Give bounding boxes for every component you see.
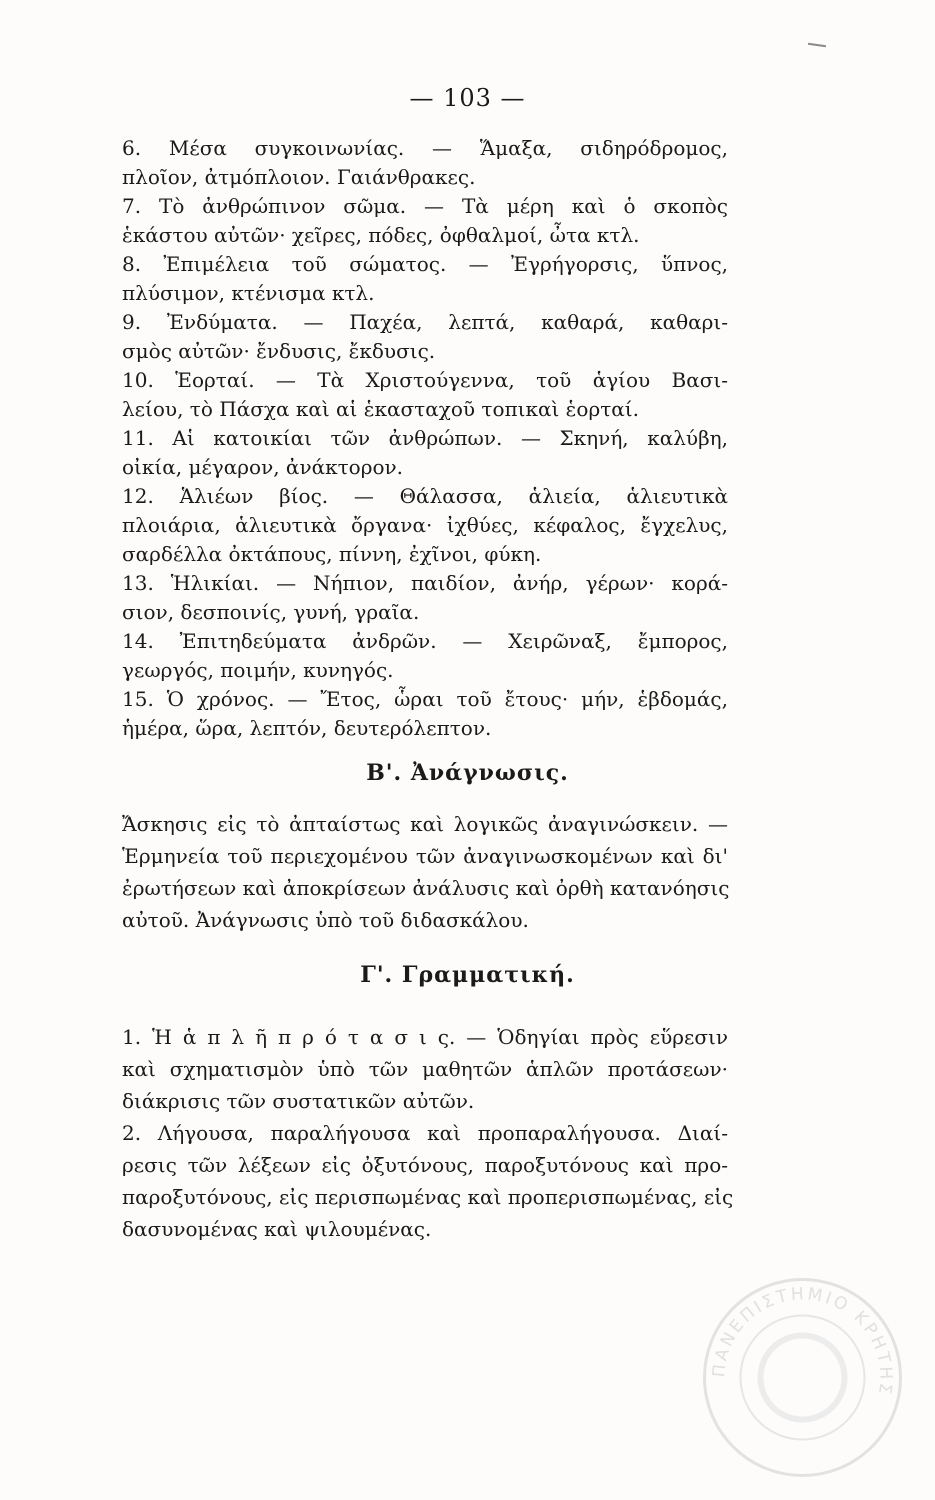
text-line: ἑκάστου αὐτῶν· χεῖρες, πόδες, ὀφθαλμοί, ὦτα κτλ. [122, 223, 640, 247]
text-line: λείου, τὸ Πάσχα καὶ αἱ ἑκασταχοῦ τοπικαὶ ἑορταί. [122, 397, 639, 421]
text-line: ρεσις τῶν λέξεων εἰς ὀξυτόνους, παροξυτόνους καὶ προ- [122, 1153, 728, 1177]
text-line: σιον, δεσποινίς, γυνή, γραῖα. [122, 600, 420, 624]
text-line: πλοιάρια, ἁλιευτικὰ ὄργανα· ἰχθύες, κέφαλος, ἔγχελυς, [122, 513, 728, 537]
text-line: 14. Ἐπιτηδεύματα ἀνδρῶν. — Χειρῶναξ, ἔμπορος, [122, 629, 728, 653]
text-line: Ἄσκησις εἰς τὸ ἀπταίστως καὶ λογικῶς ἀναγινώσκειν. — [122, 812, 728, 836]
text-line: σμὸς αὐτῶν· ἔνδυσις, ἔκδυσις. [122, 339, 436, 363]
text-line: 11. Αἱ κατοικίαι τῶν ἀνθρώπων. — Σκηνή, καλύβη, [122, 426, 728, 450]
text-line: διάκρισις τῶν συστατικῶν αὐτῶν. [122, 1089, 475, 1113]
text-line: 15. Ὁ χρόνος. — Ἔτος, ὧραι τοῦ ἔτους· μήν, ἑβδομάς, [122, 687, 728, 711]
section-heading-c: Γ'. Γραμματική. [360, 962, 575, 988]
text-line: 6. Μέσα συγκοινωνίας. — Ἅμαξα, σιδηρόδρομος, [122, 136, 728, 160]
text-line: 12. Ἁλιέων βίος. — Θάλασσα, ἁλιεία, ἁλιευτικὰ [122, 484, 728, 508]
text-line: 8. Ἐπιμέλεια τοῦ σώματος. — Ἐγρήγορσις, ὕπνος, [122, 252, 728, 276]
text-line: γεωργός, ποιμήν, κυνηγός. [122, 658, 394, 682]
university-seal-watermark [700, 1275, 905, 1480]
text-line: ἐρωτήσεων καὶ ἀποκρίσεων ἀνάλυσις καὶ ὀρθὴ κατανόησις [122, 876, 730, 900]
text-line: 13. Ἡλικίαι. — Νήπιον, παιδίον, ἀνήρ, γέρων· κορά- [122, 571, 728, 595]
text-line: Ἑρμηνεία τοῦ περιεχομένου τῶν ἀναγινωσκομένων καὶ δι' [122, 844, 728, 868]
page-number: — 103 — [409, 84, 526, 112]
text-line: πλοῖον, ἀτμόπλοιον. Γαιάνθρακες. [122, 165, 476, 189]
text-line: ἡμέρα, ὥρα, λεπτόν, δευτερόλεπτον. [122, 716, 492, 740]
text-line: πλύσιμον, κτένισμα κτλ. [122, 281, 375, 305]
text-line: 2. Λήγουσα, παραλήγουσα καὶ προπαραλήγουσα. Διαί- [122, 1121, 728, 1145]
text-line: σαρδέλλα ὀκτάπους, πίννη, ἐχῖνοι, φύκη. [122, 542, 542, 566]
text-line: αὐτοῦ. Ἀνάγνωσις ὑπὸ τοῦ διδασκάλου. [122, 908, 529, 932]
text-line: 9. Ἐνδύματα. — Παχέα, λεπτά, καθαρά, καθαρι- [122, 310, 728, 334]
text-line: 7. Τὸ ἀνθρώπινον σῶμα. — Τὰ μέρη καὶ ὁ σκοπὸς [122, 194, 728, 218]
text-line: οἰκία, μέγαρον, ἀνάκτορον. [122, 455, 404, 479]
section-heading-b: Β'. Ἀνάγνωσις. [366, 760, 569, 786]
corner-mark [808, 43, 826, 47]
svg-text:ΠΑΝΕΠΙΣΤΗΜΙΟ ΚΡΗΤΗΣ: ΠΑΝΕΠΙΣΤΗΜΙΟ ΚΡΗΤΗΣ [709, 1284, 896, 1399]
text-line: καὶ σχηματισμὸν ὑπὸ τῶν μαθητῶν ἁπλῶν προτάσεων· [122, 1057, 728, 1081]
text-line: 10. Ἑορταί. — Τὰ Χριστούγεννα, τοῦ ἁγίου Βασι- [122, 368, 728, 392]
text-line: δασυνομένας καὶ ψιλουμένας. [122, 1217, 432, 1241]
text-line: 1. Ἡ ἁ π λ ῆ π ρ ό τ α σ ι ς. — Ὁδηγίαι πρὸς εὕρεσιν [122, 1025, 728, 1049]
text-line: παροξυτόνους, εἰς περισπωμένας καὶ προπερισπωμένας, εἰς [122, 1185, 734, 1209]
